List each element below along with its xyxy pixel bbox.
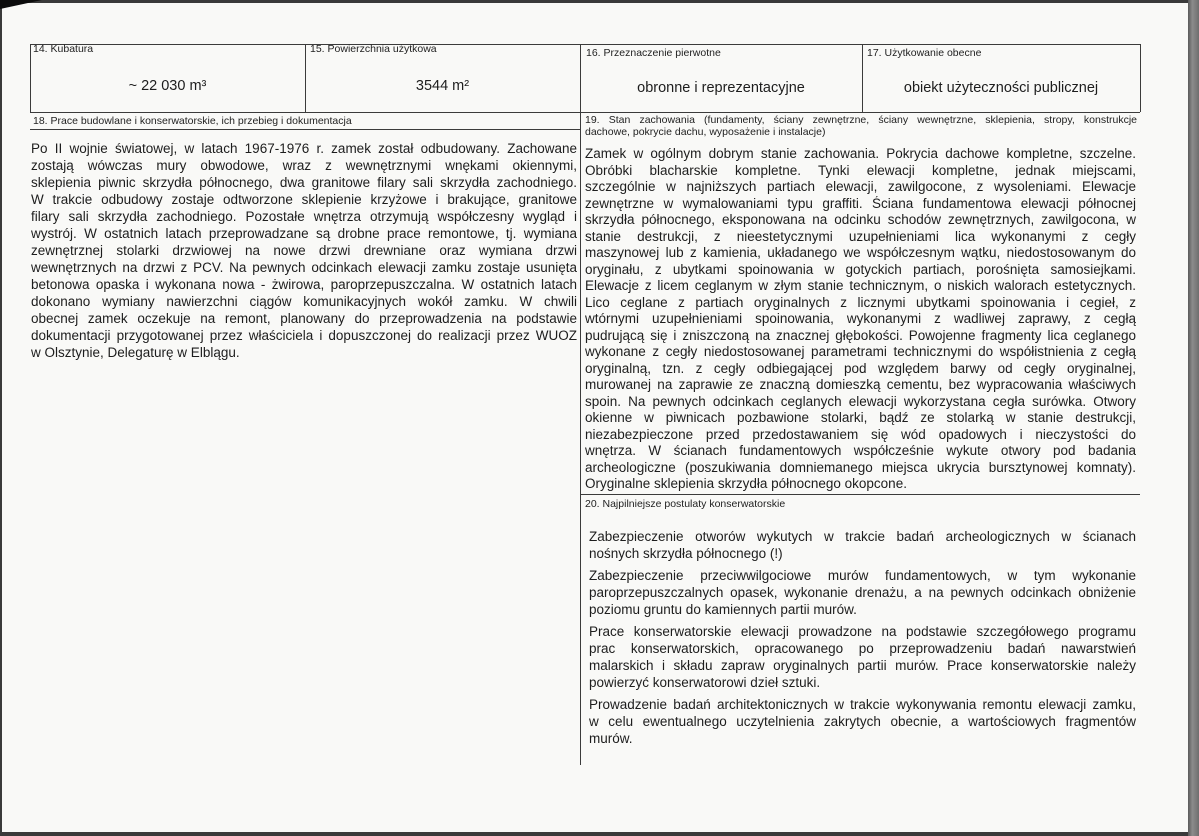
field-14-label: 14. Kubatura <box>33 43 94 55</box>
field-17-label: 17. Użytkowanie obecne <box>867 47 982 59</box>
field-17-value: obiekt użyteczności publicznej <box>903 80 1099 96</box>
text-line: Zabezpieczenie przeciwwilgociowe murów fundamentowych, w tym wykonanie <box>589 568 1136 583</box>
text-line: wnętrza. W ścianach fundamentowych współcześnie wykute otwory pod badania <box>585 443 1136 458</box>
section-20-text <box>589 528 1136 752</box>
section-19-label <box>585 115 1137 138</box>
field-16-value: obronne i reprezentacyjne <box>637 80 805 96</box>
text-line: szczególnie w najniższych partiach elewacji, zawilgocone, z wysoleniami. Elewacje <box>585 179 1136 194</box>
text-line: W trakcie odbudowy zostaje odtworzone sklepienie krzyżowe i brakujące, granitowe <box>31 192 577 207</box>
text-line: skrzydła północnego, eksponowana na odcinku schodów zewnętrznych, zawilgocona, w <box>585 212 1136 227</box>
text-line: Prace konserwatorskie elewacji prowadzone na podstawie szczegółowego programu <box>589 624 1136 639</box>
field-16-label: 16. Przeznaczenie pierwotne <box>586 47 721 59</box>
field-15-value: 3544 m² <box>415 78 470 94</box>
section-18-label: 18. Prace budowlane i konserwatorskie, ich przebieg i dokumentacja <box>33 115 352 127</box>
text-line: oryginalną, tzn. z cegły odbiegającej pod względem barwy od cegły oryginalnej, <box>585 360 1136 376</box>
text-line: wewnętrznych na drzwi z PCV. Na pewnych odcinkach elewacji zamku zostaje usunięta <box>31 260 577 275</box>
text-line: zostają wówczas mury obwodowe, wraz z wewnętrznymi wnękami okiennymi, <box>31 158 577 173</box>
text-line: sklepienia piwnic skrzydła północnego, dwa granitowe filary sali skrzydła zachodniego. <box>31 175 577 190</box>
text-line: w Olsztynie, Delegaturę w Elblągu. <box>31 345 240 360</box>
table-rule-col-17 <box>862 44 863 112</box>
text-line: Zamek w ogólnym dobrym stanie zachowania. Pokrycia dachowe kompletne, szczelne. <box>585 146 1136 161</box>
text-line: spoin. Na pewnych odcinkach ceglanych elewacji wykorzystana cegła surówka. Otwory <box>585 393 1136 409</box>
text-line: zewnętrznej stolarki drzwiowej na nowe drzwi drewniane oraz wymiana drzwi <box>31 243 577 258</box>
text-line: oryginału, z ubytkami spoinowania w gotyckich partiach, porośnięta samosiejkami. <box>585 261 1136 277</box>
section-20-label: 20. Najpilniejsze postulaty konserwatorskie <box>585 498 786 510</box>
text-line: wykonane z cegły niedostosowanej parametrami technicznymi do współistnienia z cegłą <box>585 344 1136 359</box>
text-line: paroprzepuszczalnych opasek, wykonanie drenażu, a na pewnych odcinkach obniżenie <box>589 585 1136 600</box>
text-line: wystrój. W ostatnich latach przeprowadzane są drobne prace remontowe, tj. wymiana <box>31 226 577 241</box>
text-line: niezabezpieczone przed przedostawaniem się wód opadowych i nieczystości do <box>585 426 1136 442</box>
postulate-paragraph <box>589 567 1136 618</box>
text-line: nośnych skrzydła północnego (!) <box>589 546 783 561</box>
text-line: powierzyć konserwatorowi dzieł sztuki. <box>589 675 821 690</box>
text-line: archeologiczne (poszukiwania domniemanego miejsca ukrycia bursztynowej komnaty). <box>585 459 1136 475</box>
text-line: murowanej na zaprawie ze znaczną domieszką cementu, bez wypracowania właściwych <box>585 377 1136 392</box>
table-rule-row <box>30 112 1140 113</box>
field-14-value: ~ 22 030 m³ <box>128 78 207 94</box>
text-line: Oryginalne sklepienia skrzydła północnego okopcone. <box>585 476 907 491</box>
postulate-paragraph <box>589 528 1136 562</box>
text-line: dokumentacji przygotowanej przez właściciela i dopuszczonej do realizacji przez WUOZ <box>31 328 577 343</box>
text-line: dokonano wymiany nawierzchni ciągów komunikacyjnych wokół zamku. W chwili <box>31 294 577 309</box>
text-line: maszynowej lub z kamienia, układanego we współczesnym wątku, niedostosowanym do <box>585 245 1136 260</box>
text-line: Zabezpieczenie otworów wykutych w trakcie badań archeologicznych w ścianach <box>589 529 1136 544</box>
text-line: pudrującą się i zniszczoną na znacznej głębokości. Powojenne fragmenty lica ceglanego <box>585 327 1136 343</box>
section-19-text <box>585 146 1136 493</box>
text-line: Prowadzenie badań architektonicznych w trakcie wykonywania remontu elewacji zamku, <box>589 697 1136 712</box>
label-line: dachowe, pokrycie dachu, wyposażenie i instalacje) <box>585 126 826 138</box>
text-line: prac konserwatorskich, opracowanego po przeprowadzeniu badań nawarstwień <box>589 641 1136 656</box>
text-line: stanie destrukcji, z nieestetycznymi uzupełnieniami lica wykonanymi z cegły <box>585 228 1136 244</box>
postulate-paragraph <box>589 623 1136 691</box>
field-15-label: 15. Powierzchnia użytkowa <box>310 43 437 55</box>
text-line: wtórnymi uzupełnieniami spoinowania, wykonanymi z wadliwej zaprawy, z cegłą <box>585 311 1136 326</box>
text-line: zewnętrzne w wymalowaniami typu graffiti. Ściana fundamentowa elewacji północnej <box>585 195 1136 211</box>
postulate-paragraph <box>589 696 1136 747</box>
table-rule-top <box>30 44 1140 45</box>
table-rule-center <box>580 44 581 765</box>
section-20-rule <box>580 494 1140 495</box>
text-line: betonowa opaska i wykonana nowa - żwirowa, paroprzepuszczalna. W ostatnich latach <box>31 277 577 292</box>
text-line: Lico ceglane z partiach oryginalnych z licznymi ubytkami spoinowania i cegieł, z <box>585 294 1136 310</box>
label-line: 19. Stan zachowania (fundamenty, ściany zewnętrzne, ściany wewnętrzne, sklepienia, stropy, konstrukcje <box>585 115 1137 126</box>
table-rule-right <box>1140 44 1141 112</box>
text-line: murów. <box>589 731 633 746</box>
scan-corner <box>0 0 42 9</box>
text-line: obecnej zamek oczekuje na remont, planowany do przeprowadzenia na podstawie <box>31 311 577 326</box>
text-line: malarskich i składu zapraw oryginalnych partii murów. Prace konserwatorskie należy <box>589 658 1136 673</box>
text-line: Po II wojnie światowej, w latach 1967-1976 r. zamek został odbudowany. Zachowane <box>31 141 577 156</box>
text-line: poziomu gruntu do kamiennych partii murów. <box>589 602 857 617</box>
text-line: filary sali skrzydła zachodniego. Pozostałe wnętrza otrzymują współczesny wygląd i <box>31 209 577 224</box>
section-18-text <box>31 140 577 361</box>
text-line: Obróbki blacharskie kompletne. Tynki elewacji kompletne, jednak miejscami, <box>585 162 1136 178</box>
text-line: w celu ewentualnego uczytelnienia zakrytych obecnie, a wartościowych fragmentów <box>589 714 1136 729</box>
scan-edge <box>1188 0 1199 836</box>
text-line: Elewacje z licem ceglanym w złym stanie technicznym, o niskich walorach estetycznych. <box>585 278 1136 293</box>
text-line: okienne w piwnicach pozbawione stolarki, bądź ze stolarką w stanie destrukcji, <box>585 410 1136 425</box>
section-18-label-rule <box>30 129 580 130</box>
